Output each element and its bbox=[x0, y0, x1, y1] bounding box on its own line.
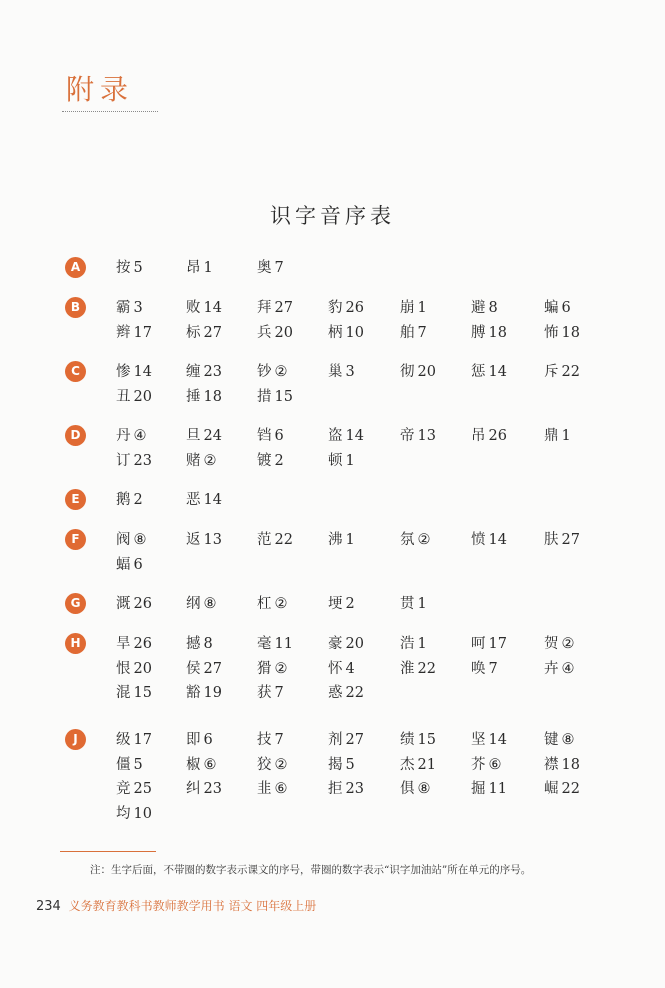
character: 赌 bbox=[186, 452, 201, 469]
character: 标 bbox=[186, 324, 201, 341]
lesson-number: 1 bbox=[345, 532, 355, 548]
character-entry bbox=[544, 528, 580, 552]
character-entry bbox=[186, 728, 213, 752]
character: 败 bbox=[186, 300, 201, 316]
character: 即 bbox=[186, 732, 201, 748]
lesson-number: 26 bbox=[488, 428, 507, 444]
character-entry bbox=[186, 681, 222, 705]
lesson-number: 18 bbox=[561, 756, 580, 773]
lesson-number: 2 bbox=[345, 596, 355, 612]
page-footer bbox=[36, 897, 316, 914]
character-entry bbox=[544, 360, 580, 384]
character-entry bbox=[257, 657, 288, 681]
character: 技 bbox=[257, 732, 272, 748]
character-entry bbox=[400, 753, 436, 777]
lesson-number: 27 bbox=[561, 532, 580, 548]
character-entry bbox=[257, 256, 284, 280]
character-entry bbox=[116, 488, 143, 512]
character-entry bbox=[328, 632, 364, 656]
character: 丑 bbox=[116, 388, 131, 405]
character: 沸 bbox=[328, 532, 343, 548]
character: 铛 bbox=[257, 428, 272, 444]
character-entry bbox=[328, 753, 355, 777]
character-entry bbox=[116, 424, 147, 448]
character-entry bbox=[257, 777, 288, 801]
character-entry bbox=[257, 449, 284, 473]
character: 昂 bbox=[186, 260, 201, 276]
character-entry bbox=[116, 256, 143, 280]
character-entry bbox=[116, 802, 152, 826]
lesson-number: ② bbox=[274, 756, 288, 773]
character-entry bbox=[400, 321, 427, 345]
character-entry bbox=[116, 632, 152, 656]
character: 斥 bbox=[544, 364, 559, 380]
lesson-number: 7 bbox=[417, 324, 427, 341]
character: 贯 bbox=[400, 596, 415, 612]
lesson-number: ⑧ bbox=[417, 781, 431, 797]
character: 恶 bbox=[186, 492, 201, 508]
character: 埂 bbox=[328, 596, 343, 612]
character: 肤 bbox=[544, 532, 559, 548]
character: 捶 bbox=[186, 388, 201, 405]
lesson-number: 14 bbox=[203, 300, 222, 316]
lesson-number: 1 bbox=[561, 428, 571, 444]
lesson-number: 26 bbox=[345, 300, 364, 316]
character: 唤 bbox=[471, 660, 486, 677]
character-entry bbox=[186, 777, 222, 801]
lesson-number: 23 bbox=[203, 364, 222, 380]
character: 揭 bbox=[328, 756, 343, 773]
character: 均 bbox=[116, 805, 131, 822]
character-entry bbox=[186, 360, 222, 384]
lesson-number: 25 bbox=[133, 781, 152, 797]
character-entry bbox=[116, 528, 147, 552]
lesson-number: 26 bbox=[133, 596, 152, 612]
character: 丹 bbox=[116, 428, 131, 444]
character-entry bbox=[116, 296, 143, 320]
character: 措 bbox=[257, 388, 272, 405]
lesson-number: 14 bbox=[488, 732, 507, 748]
character: 霸 bbox=[116, 300, 131, 316]
lesson-number: 6 bbox=[203, 732, 213, 748]
character-entry bbox=[400, 424, 436, 448]
lesson-number: ② bbox=[274, 660, 288, 677]
character-entry bbox=[328, 592, 355, 616]
character-entry bbox=[186, 488, 222, 512]
character: 怀 bbox=[328, 660, 343, 677]
lesson-number: 23 bbox=[345, 781, 364, 797]
character: 氛 bbox=[400, 532, 415, 548]
character-entry bbox=[186, 296, 222, 320]
lesson-number: 11 bbox=[274, 636, 293, 652]
character-entry bbox=[116, 753, 143, 777]
lesson-number: ② bbox=[417, 532, 431, 548]
character: 坚 bbox=[471, 732, 486, 748]
character: 撼 bbox=[186, 636, 201, 652]
lesson-number: 10 bbox=[345, 324, 364, 341]
character-entry bbox=[328, 424, 364, 448]
character-entry bbox=[400, 728, 436, 752]
character: 崩 bbox=[400, 300, 415, 316]
lesson-number: 1 bbox=[203, 260, 213, 276]
character-entry bbox=[328, 657, 355, 681]
character-entry bbox=[257, 360, 288, 384]
lesson-number: 1 bbox=[345, 452, 355, 469]
character-entry bbox=[471, 296, 498, 320]
character: 缠 bbox=[186, 364, 201, 380]
character: 获 bbox=[257, 685, 272, 701]
lesson-number: 27 bbox=[345, 732, 364, 748]
character: 纠 bbox=[186, 781, 201, 797]
character: 顿 bbox=[328, 452, 343, 469]
lesson-number: ⑥ bbox=[488, 756, 502, 773]
character: 混 bbox=[116, 685, 131, 701]
character: 俱 bbox=[400, 781, 415, 797]
character: 恨 bbox=[116, 660, 131, 677]
character-entry bbox=[328, 321, 364, 345]
character-entry bbox=[116, 449, 152, 473]
lesson-number: ② bbox=[274, 596, 288, 612]
character: 拒 bbox=[328, 781, 343, 797]
character-entry bbox=[471, 632, 507, 656]
lesson-number: ⑥ bbox=[203, 756, 217, 773]
lesson-number: 22 bbox=[561, 781, 580, 797]
lesson-number: ② bbox=[203, 452, 217, 469]
character: 避 bbox=[471, 300, 486, 316]
character: 怖 bbox=[544, 324, 559, 341]
character-entry bbox=[328, 449, 355, 473]
character-entry bbox=[257, 385, 293, 409]
character: 奥 bbox=[257, 260, 272, 276]
lesson-number: 23 bbox=[203, 781, 222, 797]
lesson-number: 2 bbox=[133, 492, 143, 508]
character: 襟 bbox=[544, 756, 559, 773]
character: 彻 bbox=[400, 364, 415, 380]
character: 崛 bbox=[544, 781, 559, 797]
lesson-number: 7 bbox=[274, 260, 284, 276]
character: 范 bbox=[257, 532, 272, 548]
character-entry bbox=[400, 777, 431, 801]
lesson-number: 14 bbox=[488, 364, 507, 380]
lesson-number: 7 bbox=[488, 660, 498, 677]
character: 鼎 bbox=[544, 428, 559, 444]
letter-badge: F bbox=[65, 529, 86, 550]
character: 吊 bbox=[471, 428, 486, 444]
character-entry bbox=[328, 777, 364, 801]
lesson-number: 17 bbox=[133, 324, 152, 341]
character-entry bbox=[257, 296, 293, 320]
character: 惨 bbox=[116, 364, 131, 380]
character: 狡 bbox=[257, 756, 272, 773]
lesson-number: ⑧ bbox=[561, 732, 575, 748]
lesson-number: ④ bbox=[561, 660, 575, 677]
character-entry bbox=[544, 753, 580, 777]
book-title: 义务教育教科书教师教学用书 语文 四年级上册 bbox=[68, 899, 317, 913]
lesson-number: 6 bbox=[561, 300, 571, 316]
lesson-number: 2 bbox=[274, 452, 284, 469]
lesson-number: 14 bbox=[133, 364, 152, 380]
letter-badge: G bbox=[65, 593, 86, 614]
character-entry bbox=[116, 360, 152, 384]
character: 辫 bbox=[116, 324, 131, 341]
character-entry bbox=[400, 592, 427, 616]
lesson-number: 17 bbox=[133, 732, 152, 748]
character-entry bbox=[186, 528, 222, 552]
character-entry bbox=[471, 728, 507, 752]
character-entry bbox=[116, 777, 152, 801]
lesson-number: 26 bbox=[133, 636, 152, 652]
character: 豁 bbox=[186, 685, 201, 701]
lesson-number: 20 bbox=[345, 636, 364, 652]
lesson-number: 1 bbox=[417, 300, 427, 316]
character: 返 bbox=[186, 532, 201, 548]
lesson-number: 18 bbox=[488, 324, 507, 341]
lesson-number: 24 bbox=[203, 428, 222, 444]
character: 惑 bbox=[328, 685, 343, 701]
character: 竞 bbox=[116, 781, 131, 797]
lesson-number: 8 bbox=[488, 300, 498, 316]
lesson-number: 5 bbox=[345, 756, 355, 773]
character: 侯 bbox=[186, 660, 201, 677]
lesson-number: ④ bbox=[133, 428, 147, 444]
character-entry bbox=[186, 256, 213, 280]
letter-badge: D bbox=[65, 425, 86, 446]
lesson-number: ⑧ bbox=[203, 596, 217, 612]
character-entry bbox=[186, 592, 217, 616]
character: 膊 bbox=[471, 324, 486, 341]
character-entry bbox=[544, 632, 575, 656]
letter-badge: C bbox=[65, 361, 86, 382]
lesson-number: 15 bbox=[417, 732, 436, 748]
lesson-number: 5 bbox=[133, 260, 143, 276]
character: 椒 bbox=[186, 756, 201, 773]
character-entry bbox=[471, 753, 502, 777]
character-entry bbox=[186, 424, 222, 448]
character: 级 bbox=[116, 732, 131, 748]
character: 猾 bbox=[257, 660, 272, 677]
character-entry bbox=[116, 592, 152, 616]
lesson-number: 15 bbox=[274, 388, 293, 405]
character: 淮 bbox=[400, 660, 415, 677]
footnote: 注：生字后面，不带圈的数字表示课文的序号，带圈的数字表示“识字加油站”所在单元的序号。 bbox=[90, 864, 532, 876]
lesson-number: 6 bbox=[133, 556, 143, 573]
lesson-number: 23 bbox=[133, 452, 152, 469]
lesson-number: 22 bbox=[274, 532, 293, 548]
character-entry bbox=[186, 449, 217, 473]
lesson-number: ⑥ bbox=[274, 781, 288, 797]
letter-badge: H bbox=[65, 633, 86, 654]
lesson-number: 22 bbox=[561, 364, 580, 380]
character-entry bbox=[257, 321, 293, 345]
character-entry bbox=[186, 385, 222, 409]
character: 按 bbox=[116, 260, 131, 276]
lesson-number: 27 bbox=[203, 324, 222, 341]
letter-badge: B bbox=[65, 297, 86, 318]
lesson-number: 7 bbox=[274, 685, 284, 701]
lesson-number: 14 bbox=[488, 532, 507, 548]
lesson-number: ② bbox=[561, 636, 575, 652]
character-entry bbox=[257, 632, 293, 656]
character-entry bbox=[186, 657, 222, 681]
character: 键 bbox=[544, 732, 559, 748]
lesson-number: 20 bbox=[417, 364, 436, 380]
letter-badge: E bbox=[65, 489, 86, 510]
character-entry bbox=[257, 592, 288, 616]
character-entry bbox=[400, 657, 436, 681]
lesson-number: 15 bbox=[133, 685, 152, 701]
character: 柄 bbox=[328, 324, 343, 341]
character-entry bbox=[116, 728, 152, 752]
character-entry bbox=[116, 681, 152, 705]
character-entry bbox=[328, 528, 355, 552]
appendix-title: 附录 bbox=[66, 73, 135, 106]
character-entry bbox=[257, 424, 284, 448]
character: 钞 bbox=[257, 364, 272, 380]
character-entry bbox=[471, 321, 507, 345]
character: 掘 bbox=[471, 781, 486, 797]
character-entry bbox=[400, 360, 436, 384]
character: 旱 bbox=[116, 636, 131, 652]
character-entry bbox=[544, 728, 575, 752]
letter-badge: A bbox=[65, 257, 86, 278]
character: 杰 bbox=[400, 756, 415, 773]
character: 浩 bbox=[400, 636, 415, 652]
character-entry bbox=[400, 632, 427, 656]
character-entry bbox=[328, 681, 364, 705]
lesson-number: 27 bbox=[274, 300, 293, 316]
character: 镀 bbox=[257, 452, 272, 469]
character-entry bbox=[257, 753, 288, 777]
character-entry bbox=[186, 632, 213, 656]
character: 豪 bbox=[328, 636, 343, 652]
character-entry bbox=[400, 528, 431, 552]
character-entry bbox=[116, 657, 152, 681]
lesson-number: 22 bbox=[345, 685, 364, 701]
character: 韭 bbox=[257, 781, 272, 797]
character: 卉 bbox=[544, 660, 559, 677]
character: 僵 bbox=[116, 756, 131, 773]
character-entry bbox=[544, 777, 580, 801]
lesson-number: 22 bbox=[417, 660, 436, 677]
character: 鹅 bbox=[116, 492, 131, 508]
table-title: 识字音序表 bbox=[270, 204, 395, 228]
character-entry bbox=[328, 296, 364, 320]
appendix-title-underline bbox=[62, 111, 158, 112]
character-entry bbox=[257, 681, 284, 705]
lesson-number: 7 bbox=[274, 732, 284, 748]
character: 舶 bbox=[400, 324, 415, 341]
lesson-number: 14 bbox=[345, 428, 364, 444]
footnote-divider bbox=[60, 851, 156, 852]
character-entry bbox=[186, 753, 217, 777]
character: 兵 bbox=[257, 324, 272, 341]
character-entry bbox=[544, 657, 575, 681]
character: 订 bbox=[116, 452, 131, 469]
character: 杠 bbox=[257, 596, 272, 612]
character-entry bbox=[544, 321, 580, 345]
character: 阀 bbox=[116, 532, 131, 548]
lesson-number: 20 bbox=[133, 388, 152, 405]
character-entry bbox=[471, 657, 498, 681]
character-entry bbox=[257, 728, 284, 752]
lesson-number: 27 bbox=[203, 660, 222, 677]
letter-badge: J bbox=[65, 729, 86, 750]
lesson-number: ⑧ bbox=[133, 532, 147, 548]
character-entry bbox=[471, 528, 507, 552]
character: 蝙 bbox=[544, 300, 559, 316]
character-entry bbox=[544, 296, 571, 320]
character: 蝠 bbox=[116, 556, 131, 573]
character-entry bbox=[257, 528, 293, 552]
character-entry bbox=[544, 424, 571, 448]
character: 贺 bbox=[544, 636, 559, 652]
character: 纲 bbox=[186, 596, 201, 612]
lesson-number: 11 bbox=[488, 781, 507, 797]
character-entry bbox=[116, 553, 143, 577]
character-entry bbox=[186, 321, 222, 345]
character: 毫 bbox=[257, 636, 272, 652]
lesson-number: 18 bbox=[561, 324, 580, 341]
lesson-number: 20 bbox=[133, 660, 152, 677]
character-entry bbox=[328, 360, 355, 384]
character: 豹 bbox=[328, 300, 343, 316]
character: 旦 bbox=[186, 428, 201, 444]
page-number: 234 bbox=[36, 899, 61, 914]
lesson-number: 14 bbox=[203, 492, 222, 508]
lesson-number: 8 bbox=[203, 636, 213, 652]
character-entry bbox=[471, 777, 507, 801]
lesson-number: 13 bbox=[417, 428, 436, 444]
lesson-number: 18 bbox=[203, 388, 222, 405]
character-entry bbox=[400, 296, 427, 320]
lesson-number: 3 bbox=[133, 300, 143, 316]
character: 芥 bbox=[471, 756, 486, 773]
character: 呵 bbox=[471, 636, 486, 652]
lesson-number: ② bbox=[274, 364, 288, 380]
lesson-number: 1 bbox=[417, 596, 427, 612]
character-entry bbox=[116, 385, 152, 409]
lesson-number: 13 bbox=[203, 532, 222, 548]
character: 巢 bbox=[328, 364, 343, 380]
lesson-number: 17 bbox=[488, 636, 507, 652]
lesson-number: 19 bbox=[203, 685, 222, 701]
character: 绩 bbox=[400, 732, 415, 748]
character-entry bbox=[471, 424, 507, 448]
character: 帝 bbox=[400, 428, 415, 444]
character-entry bbox=[116, 321, 152, 345]
lesson-number: 3 bbox=[345, 364, 355, 380]
character: 惩 bbox=[471, 364, 486, 380]
character: 愤 bbox=[471, 532, 486, 548]
character: 拜 bbox=[257, 300, 272, 316]
character-entry bbox=[328, 728, 364, 752]
lesson-number: 1 bbox=[417, 636, 427, 652]
lesson-number: 5 bbox=[133, 756, 143, 773]
lesson-number: 6 bbox=[274, 428, 284, 444]
lesson-number: 10 bbox=[133, 805, 152, 822]
character: 剂 bbox=[328, 732, 343, 748]
lesson-number: 4 bbox=[345, 660, 355, 677]
character: 盗 bbox=[328, 428, 343, 444]
lesson-number: 20 bbox=[274, 324, 293, 341]
lesson-number: 21 bbox=[417, 756, 436, 773]
character: 溉 bbox=[116, 596, 131, 612]
character-entry bbox=[471, 360, 507, 384]
